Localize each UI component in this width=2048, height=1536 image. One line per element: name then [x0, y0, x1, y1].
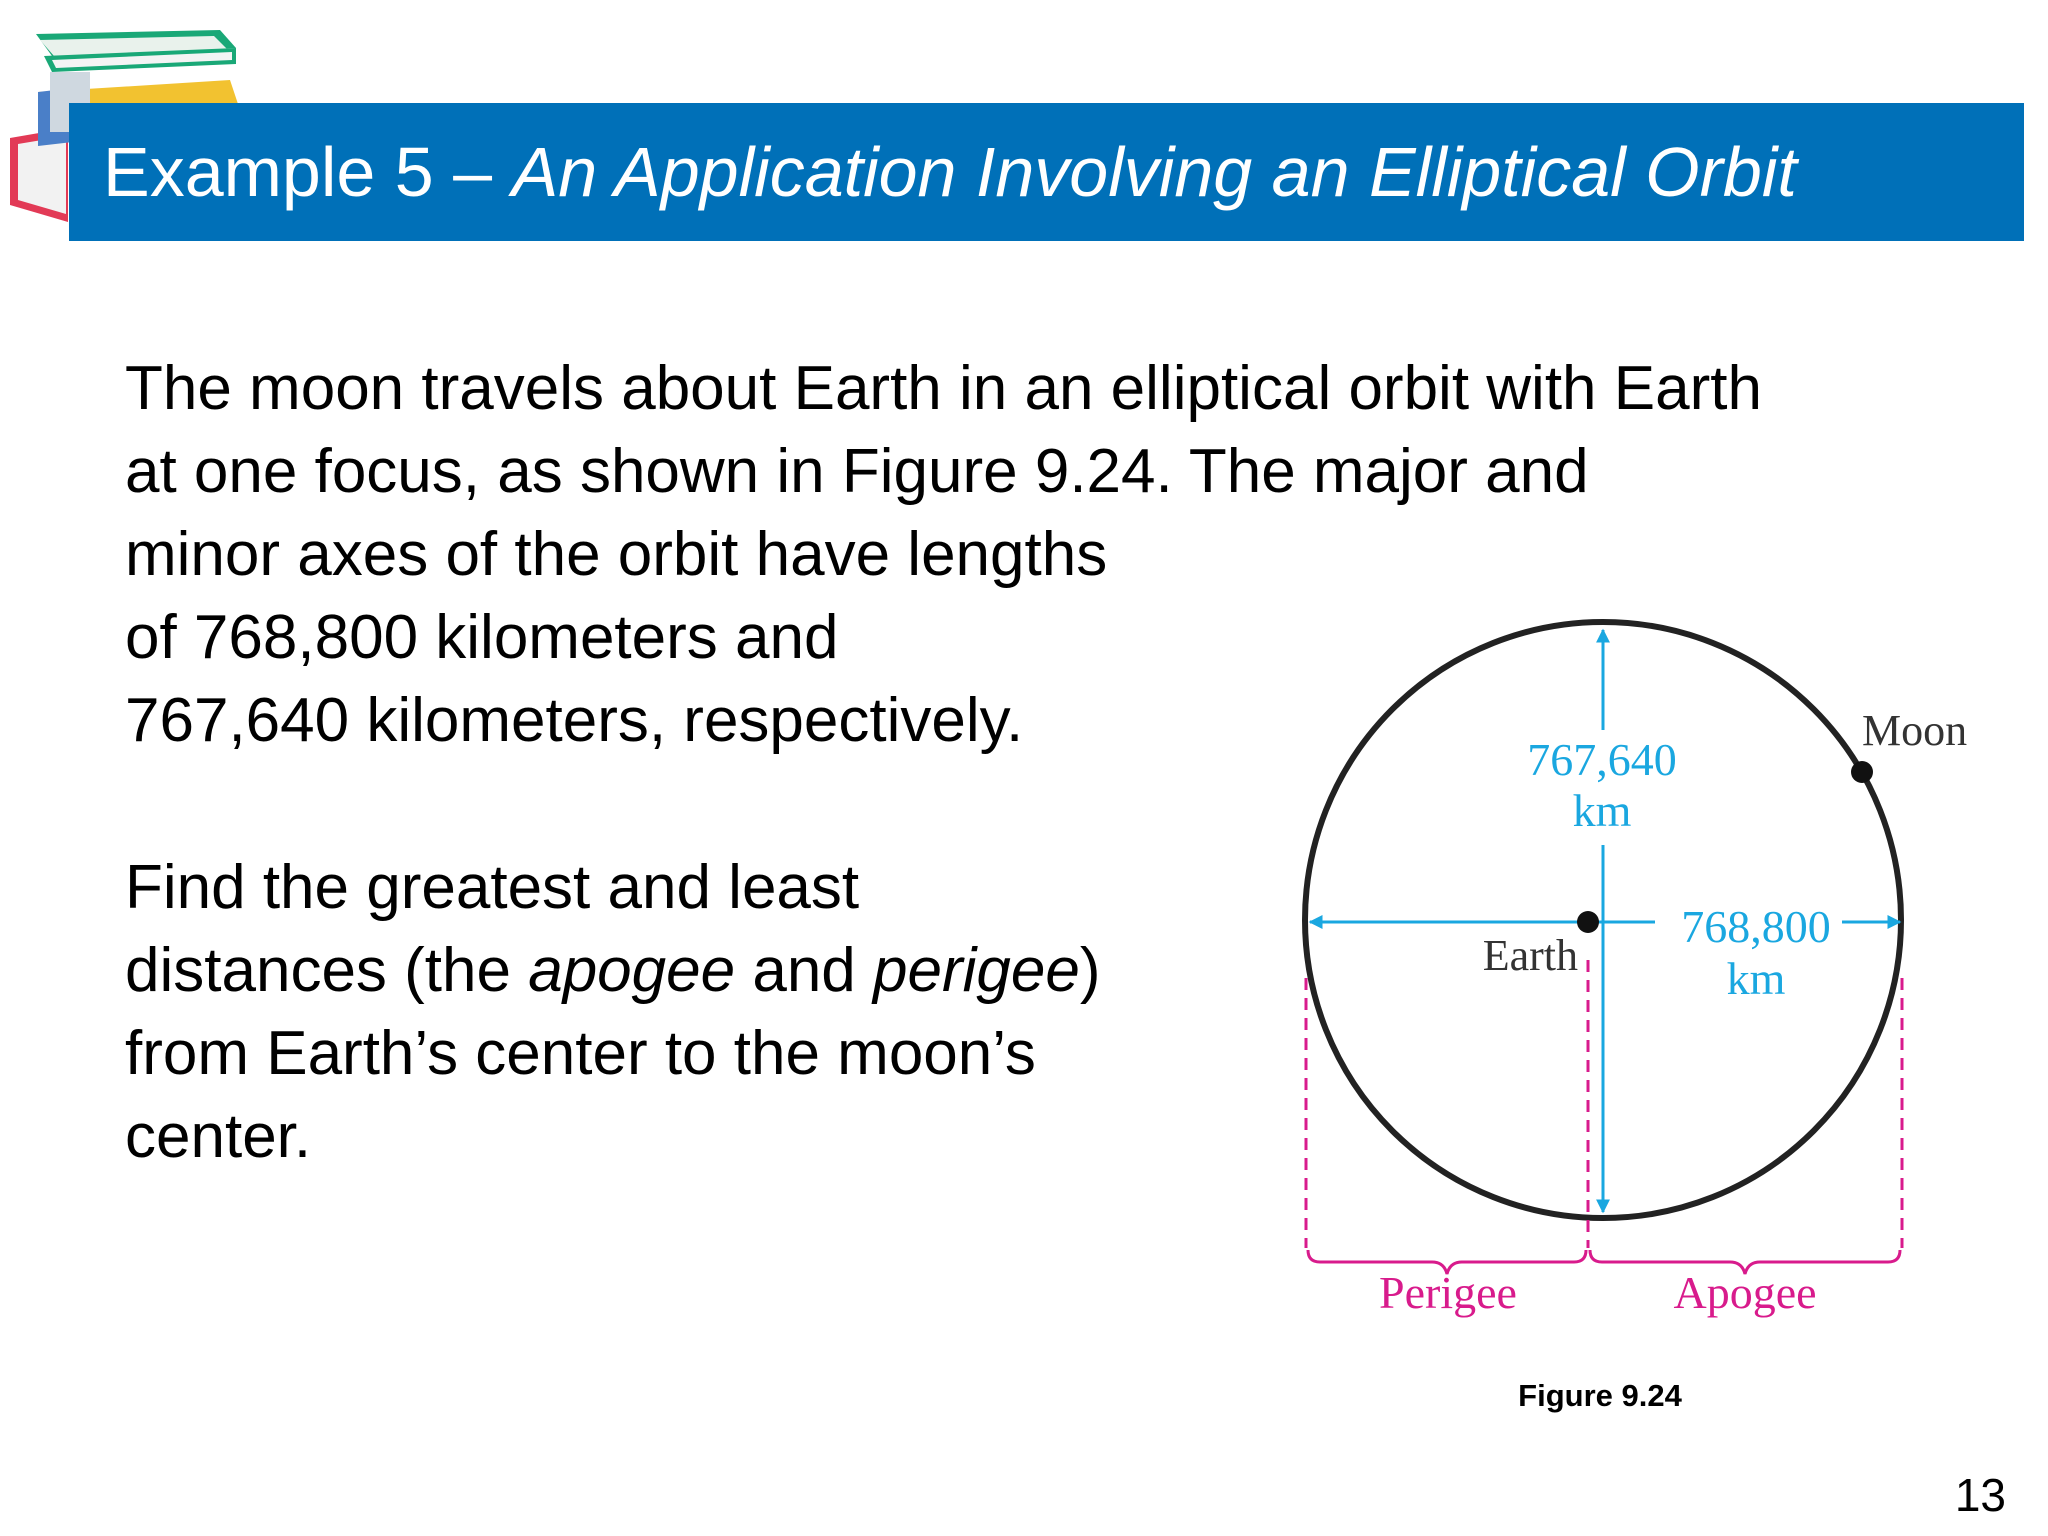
- major-axis-unit: km: [1726, 953, 1786, 1004]
- question-line-2-middle: and: [735, 936, 874, 1005]
- moon-label: Moon: [1862, 706, 1968, 755]
- question-line-3: from Earth’s center to the moon’s: [125, 1019, 1036, 1088]
- perigee-term: perigee: [873, 936, 1080, 1005]
- title-prefix: Example 5 –: [103, 133, 512, 211]
- problem-line-3: minor axes of the orbit have lengths: [125, 520, 1108, 589]
- apogee-term: apogee: [528, 936, 736, 1005]
- figure-caption: Figure 9.24: [1518, 1378, 1682, 1413]
- slide-title: [103, 133, 1797, 211]
- problem-line-4: of 768,800 kilometers and: [125, 603, 839, 672]
- minor-axis-unit: km: [1572, 785, 1632, 836]
- earth-label: Earth: [1482, 931, 1578, 980]
- question-line-2-before: distances (the: [125, 936, 529, 1005]
- problem-line-2: at one focus, as shown in Figure 9.24. The major and: [125, 437, 1589, 506]
- problem-line-1: The moon travels about Earth in an elliptical orbit with Earth: [125, 354, 1762, 423]
- moon-dot: [1851, 761, 1873, 783]
- title-italic: An Application Involving an Elliptical Orbit: [511, 133, 1797, 211]
- major-axis-value: 768,800: [1681, 901, 1831, 952]
- title-bar: [69, 103, 2024, 241]
- page-number: 13: [1954, 1469, 2006, 1521]
- apogee-label: Apogee: [1673, 1267, 1817, 1318]
- question-line-2: [125, 929, 1325, 1012]
- problem-line-5: 767,640 kilometers, respectively.: [125, 686, 1024, 755]
- earth-dot: [1577, 911, 1599, 933]
- question-line-1: Find the greatest and least: [125, 853, 860, 922]
- question-line-4: center.: [125, 1102, 312, 1171]
- minor-axis-value: 767,640: [1527, 734, 1677, 785]
- orbit-figure: [1270, 600, 2030, 1340]
- question-line-2-after: ): [1079, 936, 1101, 1005]
- question-text: [125, 846, 1325, 1178]
- perigee-label: Perigee: [1379, 1267, 1517, 1318]
